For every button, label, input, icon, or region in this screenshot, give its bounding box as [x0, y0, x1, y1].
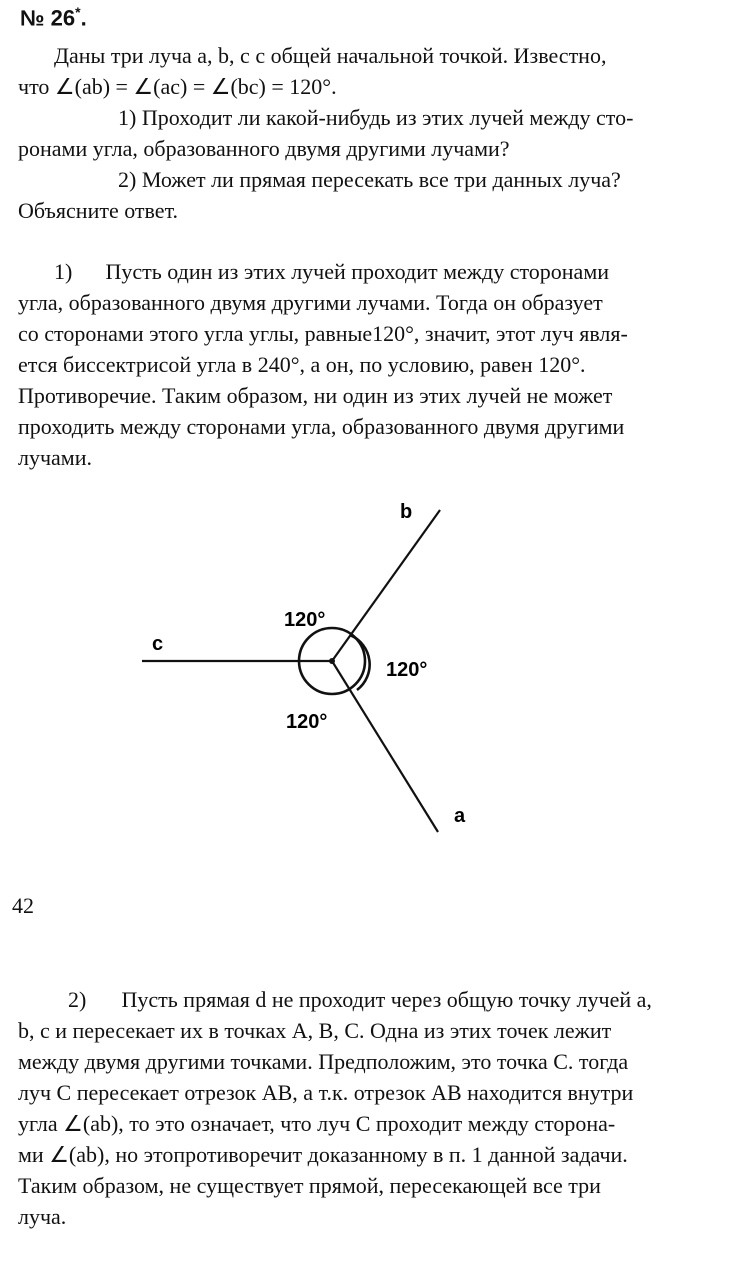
solution-line: угла, образованного двумя другими лучами. Тогда он образует: [18, 290, 603, 315]
label-ray-c: c: [152, 633, 164, 655]
angle-arc-ab: [350, 635, 370, 690]
solution-part-2: [18, 984, 702, 1232]
solution-line: луча.: [18, 1204, 67, 1229]
solution-line: b, c и пересекает их в точках A, B, C. Одна из этих точек лежит: [18, 1018, 612, 1043]
solution-line: Пусть прямая d не проходит через общую точку лучей a,: [121, 987, 652, 1012]
question-2: 2) Может ли прямая пересекать все три данных луча?: [118, 167, 621, 192]
solution-line: Пусть один из этих лучей проходит между сторонами: [105, 259, 610, 284]
problem-statement: [18, 40, 702, 226]
vertex-point: [329, 658, 335, 664]
three-rays-figure: [0, 490, 730, 850]
solution-line: ми ∠(ab), но этопротиворечит доказанному в п. 1 данной задачи.: [18, 1142, 628, 1167]
difficulty-star: *: [75, 4, 81, 20]
label-ray-b: b: [400, 501, 413, 523]
angle-label-bc: 120°: [284, 609, 326, 631]
ray-a: [332, 661, 438, 832]
solution-line: луч C пересекает отрезок AB, а т.к. отрезок AB находится внутри: [18, 1080, 634, 1105]
solution-part-1: [18, 256, 702, 473]
angle-label-ac: 120°: [286, 711, 328, 733]
label-ray-a: a: [454, 805, 466, 827]
solution-line: угла ∠(ab), то это означает, что луч C проходит между сторона-: [18, 1111, 616, 1136]
solution-line: со сторонами этого угла углы, равные120°, значит, этот луч явля-: [18, 321, 628, 346]
solution-marker: 1): [54, 259, 73, 284]
ray-b: [332, 510, 440, 661]
statement-line: что ∠(ab) = ∠(ac) = ∠(bc) = 120°.: [18, 74, 337, 99]
angle-label-ab: 120°: [386, 659, 428, 681]
solution-line: Противоречие. Таким образом, ни один из этих лучей не может: [18, 383, 613, 408]
page-number: 42: [12, 893, 34, 918]
solution-line: между двумя другими точками. Предположим, это точка C. тогда: [18, 1049, 629, 1074]
problem-number: № 26: [20, 5, 76, 31]
solution-line: лучами.: [18, 445, 93, 470]
statement-line: Даны три луча a, b, c с общей начальной точкой. Известно,: [54, 43, 607, 68]
solution-line: проходить между сторонами угла, образованного двумя другими: [18, 414, 625, 439]
solution-line: ется биссектрисой угла в 240°, а он, по условию, равен 120°.: [18, 352, 586, 377]
question-1: 1) Проходит ли какой-нибудь из этих лучей между сто-: [118, 105, 634, 130]
solution-line: Таким образом, не существует прямой, пересекающей все три: [18, 1173, 601, 1198]
problem-title: № 26*.: [20, 4, 87, 31]
statement-line: Объясните ответ.: [18, 198, 179, 223]
statement-line: ронами угла, образованного двумя другими лучами?: [18, 136, 510, 161]
solution-marker: 2): [68, 987, 87, 1012]
